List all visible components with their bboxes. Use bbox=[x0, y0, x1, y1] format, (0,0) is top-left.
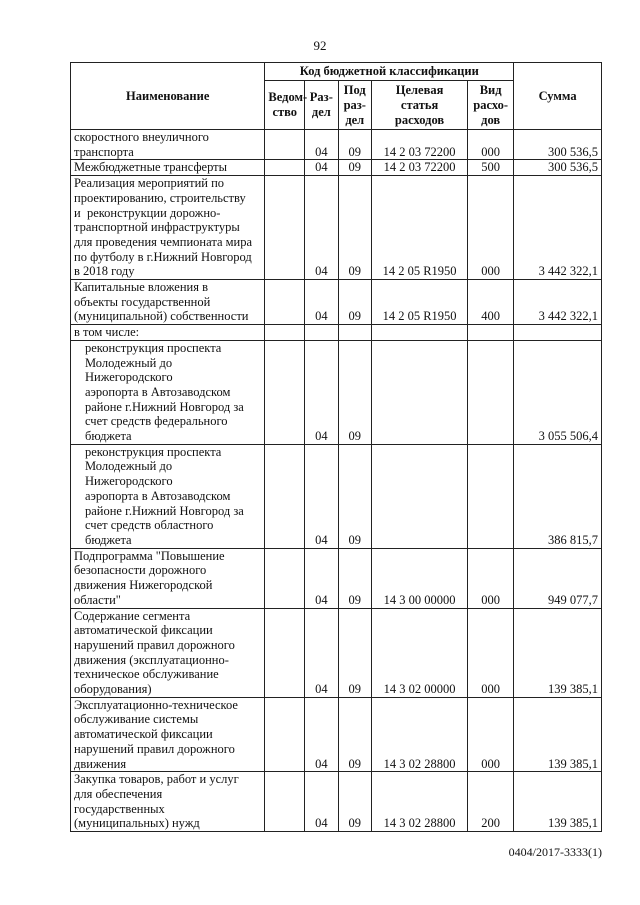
row-podrazdel: 09 bbox=[338, 280, 371, 325]
row-podrazdel: 09 bbox=[338, 608, 371, 697]
row-podrazdel: 09 bbox=[338, 340, 371, 444]
row-expense-type: 000 bbox=[468, 697, 514, 772]
table-row bbox=[71, 160, 602, 176]
row-name: скоростного внеуличного транспорта bbox=[71, 130, 265, 160]
table-row bbox=[71, 280, 602, 325]
row-expense-type: 200 bbox=[468, 772, 514, 832]
row-vedomstvo bbox=[265, 176, 305, 280]
header-sum: Сумма bbox=[514, 63, 602, 130]
row-target-article: 14 2 05 R1950 bbox=[371, 176, 467, 280]
row-razdel: 04 bbox=[305, 130, 338, 160]
table-row bbox=[71, 340, 602, 444]
row-target-article: 14 2 05 R1950 bbox=[371, 280, 467, 325]
row-name: Содержание сегмента автоматической фиксации нарушений правил дорожного движения (эксплуатационно- техническое обслуживание оборудования) bbox=[71, 608, 265, 697]
header-razdel: Раз- дел bbox=[305, 81, 338, 130]
row-name: Реализация мероприятий по проектированию, строительству и реконструкции дорожно- транспортной инфраструктуры для проведения чемпионата мира по футболу в г.Нижний Новгород в 2018 году bbox=[71, 176, 265, 280]
row-name: Межбюджетные трансферты bbox=[71, 160, 265, 176]
row-expense-type bbox=[468, 444, 514, 548]
row-sum: 3 442 322,1 bbox=[514, 176, 602, 280]
row-vedomstvo bbox=[265, 340, 305, 444]
row-sum bbox=[514, 325, 602, 341]
row-razdel: 04 bbox=[305, 176, 338, 280]
table-row bbox=[71, 444, 602, 548]
table-header bbox=[71, 63, 602, 130]
row-name: Закупка товаров, работ и услуг для обеспечения государственных (муниципальных) нужд bbox=[71, 772, 265, 832]
table-row bbox=[71, 130, 602, 160]
row-podrazdel: 09 bbox=[338, 772, 371, 832]
row-vedomstvo bbox=[265, 444, 305, 548]
header-name: Наименование bbox=[71, 63, 265, 130]
row-vedomstvo bbox=[265, 325, 305, 341]
row-sum: 139 385,1 bbox=[514, 608, 602, 697]
row-vedomstvo bbox=[265, 130, 305, 160]
row-target-article: 14 3 02 28800 bbox=[371, 697, 467, 772]
row-name: Эксплуатационно-техническое обслуживание системы автоматической фиксации нарушений правил дорожного движения bbox=[71, 697, 265, 772]
row-expense-type: 000 bbox=[468, 608, 514, 697]
row-sum: 3 055 506,4 bbox=[514, 340, 602, 444]
header-target-article: Целевая статья расходов bbox=[371, 81, 467, 130]
budget-table bbox=[70, 62, 602, 832]
row-target-article: 14 3 00 00000 bbox=[371, 548, 467, 608]
table-row bbox=[71, 772, 602, 832]
header-expense-type: Вид расхо- дов bbox=[468, 81, 514, 130]
table-row bbox=[71, 697, 602, 772]
table-body bbox=[71, 130, 602, 832]
header-budget-classification: Код бюджетной классификации bbox=[265, 63, 514, 81]
row-sum: 300 536,5 bbox=[514, 160, 602, 176]
row-podrazdel: 09 bbox=[338, 548, 371, 608]
row-expense-type: 000 bbox=[468, 548, 514, 608]
row-sum: 139 385,1 bbox=[514, 772, 602, 832]
row-name: Капитальные вложения в объекты государственной (муниципальной) собственности bbox=[71, 280, 265, 325]
table-row bbox=[71, 176, 602, 280]
table-row bbox=[71, 608, 602, 697]
row-sum: 300 536,5 bbox=[514, 130, 602, 160]
row-sum: 139 385,1 bbox=[514, 697, 602, 772]
row-target-article: 14 2 03 72200 bbox=[371, 160, 467, 176]
header-vedomstvo: Ведом- ство bbox=[265, 81, 305, 130]
row-razdel: 04 bbox=[305, 772, 338, 832]
row-podrazdel: 09 bbox=[338, 444, 371, 548]
row-vedomstvo bbox=[265, 280, 305, 325]
row-podrazdel bbox=[338, 325, 371, 341]
row-target-article: 14 3 02 00000 bbox=[371, 608, 467, 697]
row-razdel: 04 bbox=[305, 548, 338, 608]
row-name: в том числе: bbox=[71, 325, 265, 341]
row-target-article: 14 2 03 72200 bbox=[371, 130, 467, 160]
document-code: 0404/2017-3333(1) bbox=[508, 845, 602, 859]
row-expense-type bbox=[468, 340, 514, 444]
row-target-article: 14 3 02 28800 bbox=[371, 772, 467, 832]
row-sum: 949 077,7 bbox=[514, 548, 602, 608]
row-razdel: 04 bbox=[305, 340, 338, 444]
row-name: реконструкция проспекта Молодежный до Нижегородского аэропорта в Автозаводском районе г.Нижний Новгород за счет средств областного бюджета bbox=[71, 444, 265, 548]
row-podrazdel: 09 bbox=[338, 160, 371, 176]
row-podrazdel: 09 bbox=[338, 130, 371, 160]
row-razdel: 04 bbox=[305, 160, 338, 176]
row-razdel: 04 bbox=[305, 608, 338, 697]
header-podrazdel: Под раз- дел bbox=[338, 81, 371, 130]
row-name: реконструкция проспекта Молодежный до Нижегородского аэропорта в Автозаводском районе г.Нижний Новгород за счет средств федерального бюджета bbox=[71, 340, 265, 444]
row-expense-type: 400 bbox=[468, 280, 514, 325]
row-podrazdel: 09 bbox=[338, 176, 371, 280]
row-razdel: 04 bbox=[305, 280, 338, 325]
row-expense-type bbox=[468, 325, 514, 341]
table-row bbox=[71, 325, 602, 341]
row-razdel: 04 bbox=[305, 697, 338, 772]
table-row bbox=[71, 548, 602, 608]
row-expense-type: 000 bbox=[468, 130, 514, 160]
row-razdel bbox=[305, 325, 338, 341]
row-vedomstvo bbox=[265, 608, 305, 697]
row-vedomstvo bbox=[265, 697, 305, 772]
page-number: 92 bbox=[313, 38, 327, 53]
row-razdel: 04 bbox=[305, 444, 338, 548]
row-sum: 3 442 322,1 bbox=[514, 280, 602, 325]
row-expense-type: 500 bbox=[468, 160, 514, 176]
row-target-article bbox=[371, 325, 467, 341]
row-vedomstvo bbox=[265, 772, 305, 832]
row-podrazdel: 09 bbox=[338, 697, 371, 772]
row-name: Подпрограмма "Повышение безопасности дорожного движения Нижегородской области" bbox=[71, 548, 265, 608]
row-expense-type: 000 bbox=[468, 176, 514, 280]
row-target-article bbox=[371, 444, 467, 548]
row-vedomstvo bbox=[265, 548, 305, 608]
row-sum: 386 815,7 bbox=[514, 444, 602, 548]
row-vedomstvo bbox=[265, 160, 305, 176]
row-target-article bbox=[371, 340, 467, 444]
